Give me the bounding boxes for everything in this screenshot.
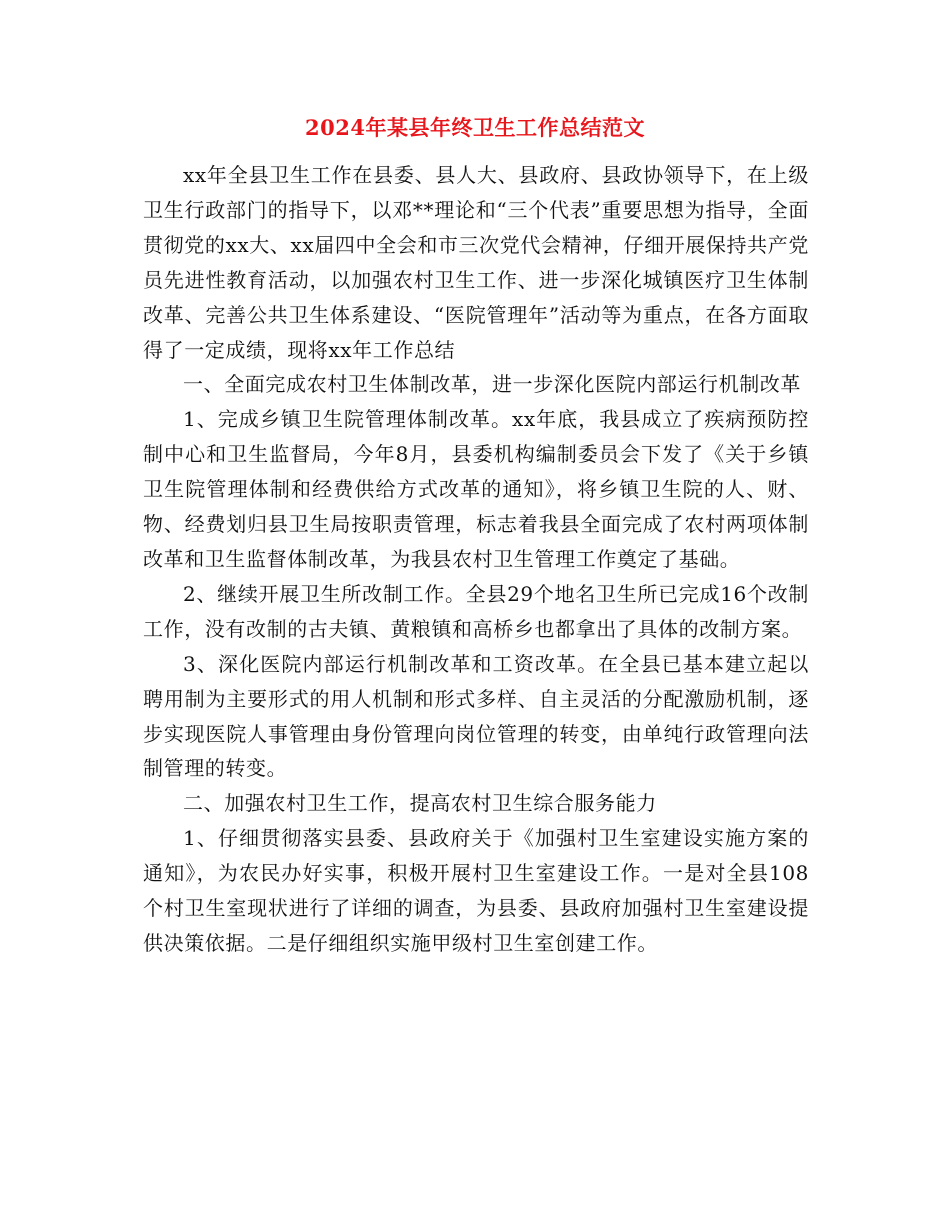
section-heading-1: 一、全面完成农村卫生体制改革，进一步深化医院内部运行机制改革 bbox=[183, 372, 801, 397]
document-title: 2024年某县年终卫生工作总结范文 bbox=[305, 115, 645, 140]
paragraph-1-1: 1、完成乡镇卫生院管理体制改革。xx年底，我县成立了疾病预防控制中心和卫生监督局，今年8月，县委机构编制委员会下发了《关于乡镇卫生院管理体制和经费供给方式改革的通知》，将乡镇卫生院的人、财、物、经费划归县卫生局按职责管理，标志着我县全面完成了农村两项体制改革和卫生监督体制改革，为我县农村卫生管理工作奠定了基础。 bbox=[143, 407, 809, 571]
paragraph-1-2: 2、继续开展卫生所改制工作。全县29个地名卫生所已完成16个改制工作，没有改制的古夫镇、黄粮镇和高桥乡也都拿出了具体的改制方案。 bbox=[143, 581, 809, 641]
paragraph-intro: xx年全县卫生工作在县委、县人大、县政府、县政协领导下，在上级卫生行政部门的指导下，以邓**理论和“三个代表”重要思想为指导，全面贯彻党的xx大、xx届四中全会和市三次党代会精神，仔细开展保持共产党员先进性教育活动，以加强农村卫生工作、进一步深化城镇医疗卫生体制改革、完善公共卫生体系建设、“医院管理年”活动等为重点，在各方面取得了一定成绩，现将xx年工作总结 bbox=[143, 163, 809, 362]
paragraph-1-3: 3、深化医院内部运行机制改革和工资改革。在全县已基本建立起以聘用制为主要形式的用人机制和形式多样、自主灵活的分配激励机制，逐步实现医院人事管理由身份管理向岗位管理的转变，由单纯行政管理向法制管理的转变。 bbox=[143, 651, 809, 781]
document-body bbox=[143, 158, 809, 961]
paragraph-2-1: 1、仔细贯彻落实县委、县政府关于《加强村卫生室建设实施方案的通知》，为农民办好实事，积极开展村卫生室建设工作。一是对全县108个村卫生室现状进行了详细的调查，为县委、县政府加强村卫生室建设提供决策依据。二是仔细组织实施甲级村卫生室创建工作。 bbox=[143, 826, 809, 955]
section-heading-2: 二、加强农村卫生工作，提高农村卫生综合服务能力 bbox=[183, 791, 657, 816]
